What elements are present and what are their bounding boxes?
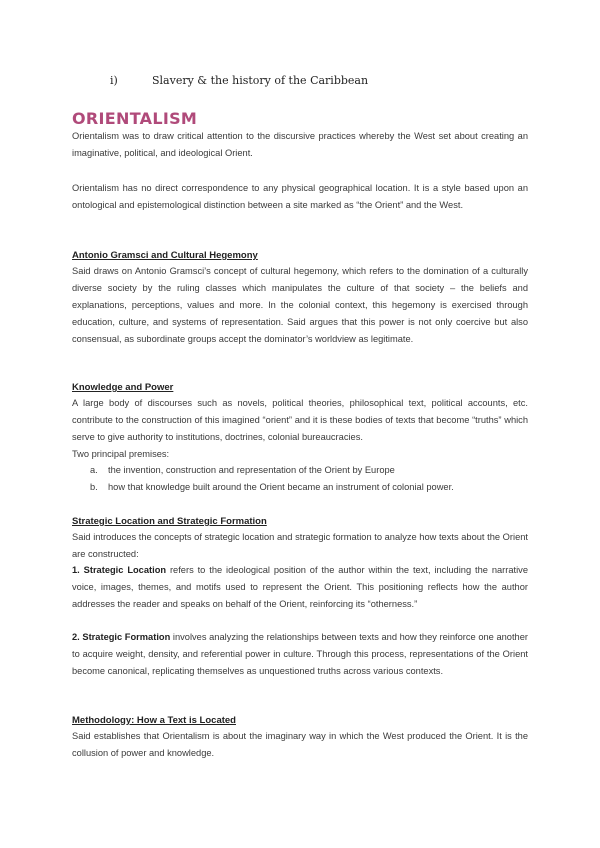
knowledge-paragraph: A large body of discourses such as novels, political theories, philosophical text, political accounts, etc. contribute to the construction of this imagined “orient” and it is these bodies of texts that become “truths” which serve to give authority to institutions, doctrines, colonial bureaucracies.	[72, 398, 528, 442]
strategic-location-body: refers to the ideological position of the author within the text, including the narrative voice, images, themes, and motifs used to represent the Orient. This positioning reflects how the author addresses the reader and speaks on behalf of the Orient, reinforcing its “otherness.”	[72, 565, 528, 609]
intro-paragraph-2: Orientalism has no direct correspondence to any physical geographical location. It is a style based upon an ontological and epistemological distinction between a site marked as “the Orient” and the West.	[72, 183, 528, 210]
methodology-heading: Methodology: How a Text is Located	[72, 715, 236, 726]
section-header-text: Slavery & the history of the Caribbean	[152, 74, 369, 87]
premises-label: Two principal premises:	[72, 449, 170, 459]
strategic-formation-lead: 2. Strategic Formation	[72, 632, 171, 642]
strategic-heading: Strategic Location and Strategic Formation	[72, 516, 267, 527]
list-marker: b.	[90, 482, 98, 492]
knowledge-heading: Knowledge and Power	[72, 382, 174, 393]
gramsci-paragraph: Said draws on Antonio Gramsci’s concept of cultural hegemony, which refers to the domination of a culturally diverse society by the ruling classes which manipulates the culture of that society – the beliefs and explanations, perceptions, values and more. In the colonial context, this hegemony is exercised through education, culture, and systems of representation. Said argues that this power is not only coercive but also consensual, as subordinate groups accept the dominator’s worldview as legitimate.	[72, 266, 528, 344]
gramsci-heading: Antonio Gramsci and Cultural Hegemony	[72, 250, 258, 261]
section-number: i)	[110, 74, 118, 87]
strategic-formation-body: involves analyzing the relationships between texts and how they reinforce one another to acquire weight, density, and referential power in culture. Through this process, representations of the Orient become canonical, replicating themselves as unquestioned truths across various contexts.	[72, 632, 528, 676]
strategic-formation-paragraph	[72, 629, 528, 680]
list-item-text: how that knowledge built around the Orient became an instrument of colonial power.	[108, 482, 454, 492]
strategic-location-lead: 1. Strategic Location	[72, 565, 167, 575]
intro-paragraph-1: Orientalism was to draw critical attention to the discursive practices whereby the West set about creating an imaginative, political, and ideological Orient.	[72, 131, 528, 158]
strategic-paragraph: Said introduces the concepts of strategic location and strategic formation to analyze how texts about the Orient are constructed:	[72, 532, 528, 559]
section-header	[110, 74, 368, 87]
methodology-paragraph: Said establishes that Orientalism is about the imaginary way in which the West produced the Orient. It is the collusion of power and knowledge.	[72, 731, 528, 758]
list-item	[90, 462, 395, 479]
list-item	[90, 479, 454, 496]
strategic-location-paragraph	[72, 562, 528, 613]
list-item-text: the invention, construction and representation of the Orient by Europe	[108, 465, 395, 475]
list-marker: a.	[90, 465, 98, 475]
page-title: ORIENTALISM	[72, 109, 198, 128]
